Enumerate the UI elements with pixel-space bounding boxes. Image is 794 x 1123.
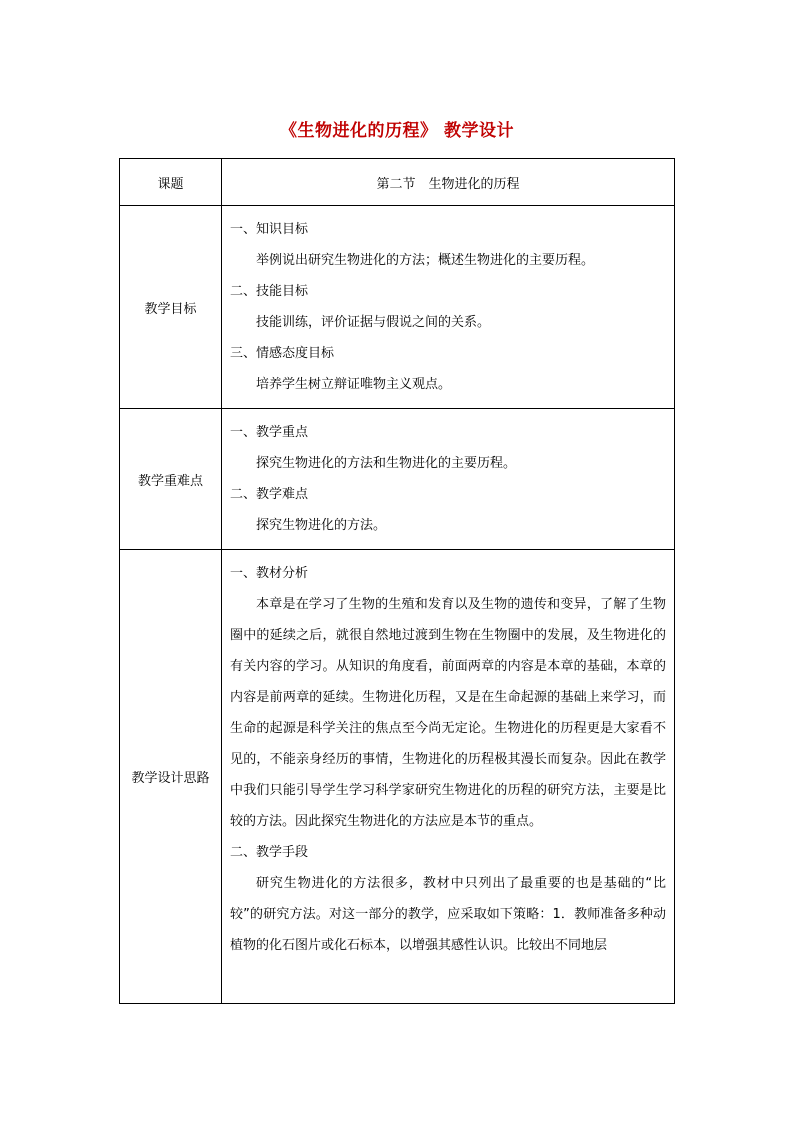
objectives-content [222,206,675,409]
difficult-point-heading: 二、教学难点 [230,487,309,502]
row-label-topic: 课题 [120,159,222,206]
teaching-methods-paragraph: 研究生物进化的方法很多，教材中只列出了最重要的也是基础的“比较”的研究方法。对这一部分的教学，应采取如下策略：1．教师准备多种动植物的化石图片或化石标本，以增强其感性认识。比较出不同地层 [230,876,666,953]
design-ideas-content [222,550,675,1004]
table-row-topic [120,159,675,206]
objective-heading-knowledge: 一、知识目标 [230,222,309,237]
objective-text-knowledge: 举例说出研究生物进化的方法；概述生物进化的主要历程。 [256,253,595,268]
textbook-analysis-heading: 一、教材分析 [230,566,309,581]
difficult-point-text: 探究生物进化的方法。 [256,518,387,533]
key-point-heading: 一、教学重点 [230,425,309,440]
row-label-objectives: 教学目标 [120,206,222,409]
key-points-content [222,409,675,550]
objective-heading-attitude: 三、情感态度目标 [230,346,335,361]
table-row-objectives [120,206,675,409]
teaching-methods-heading: 二、教学手段 [230,845,309,860]
row-label-design-ideas: 教学设计思路 [120,550,222,1004]
objective-text-attitude: 培养学生树立辩证唯物主义观点。 [256,377,452,392]
objective-text-skills: 技能训练，评价证据与假说之间的关系。 [256,315,491,330]
objective-heading-skills: 二、技能目标 [230,284,309,299]
row-label-key-points: 教学重难点 [120,409,222,550]
table-row-design-ideas [120,550,675,1004]
textbook-analysis-paragraph: 本章是在学习了生物的生殖和发育以及生物的遗传和变异，了解了生物圈中的延续之后，就很自然地过渡到生物在生物圈中的发展，及生物进化的有关内容的学习。从知识的角度看，前面两章的内容是本章的基础，本章的内容是前两章的延续。生物进化历程，又是在生命起源的基础上来学习，而生命的起源是科学关注的焦点至今尚无定论。生物进化的历程更是大家看不见的，不能亲身经历的事情，生物进化的历程极其漫长而复杂。因此在教学中我们只能引导学生学习科学家研究生物进化的历程的研究方法，主要是比较的方法。因此探究生物进化的方法应是本节的重点。 [230,597,666,829]
table-row-key-points [120,409,675,550]
lesson-plan-table [119,158,675,1004]
topic-value: 第二节 生物进化的历程 [222,159,675,206]
document-title: 《生物进化的历程》 教学设计 [280,121,514,141]
key-point-text: 探究生物进化的方法和生物进化的主要历程。 [256,456,517,471]
